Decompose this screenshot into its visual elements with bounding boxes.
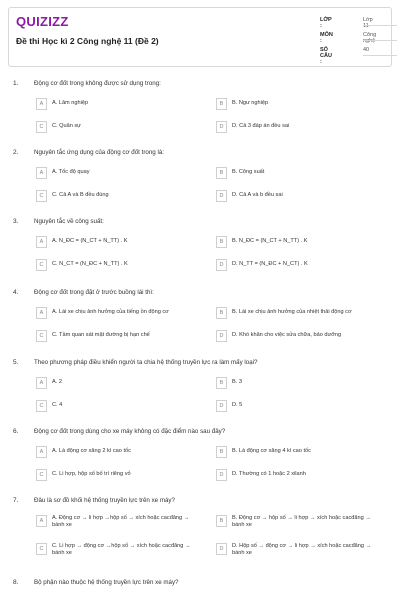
option-text: D. Thường có 1 hoặc 2 xilanh bbox=[232, 471, 306, 477]
option-a[interactable] bbox=[36, 377, 201, 390]
option-letter-box: A bbox=[36, 167, 47, 179]
option-letter-box: B bbox=[216, 167, 227, 179]
option-text: B. Là động cơ xăng 4 kì cao tốc bbox=[232, 448, 311, 454]
option-text: B. Động cơ → hộp số → li hợp → xích hoặc cacđăng → bánh xe bbox=[232, 515, 371, 528]
option-letter-box: B bbox=[216, 236, 227, 248]
option-text: A. N_ĐC = (N_CT + N_TT) . K bbox=[52, 238, 128, 244]
option-letter-box: B bbox=[216, 446, 227, 458]
option-c[interactable] bbox=[36, 121, 201, 134]
option-b[interactable] bbox=[216, 98, 381, 111]
option-b[interactable] bbox=[216, 307, 381, 320]
question-text: Nguyên tắc ứng dụng của động cơ đốt trong là: bbox=[34, 149, 164, 156]
option-letter-box: C bbox=[36, 400, 47, 412]
option-letter-box: B bbox=[216, 98, 227, 110]
option-letter-box: B bbox=[216, 307, 227, 319]
option-d[interactable] bbox=[216, 330, 381, 343]
option-letter-box: C bbox=[36, 469, 47, 481]
option-letter-box: D bbox=[216, 190, 227, 202]
option-b[interactable] bbox=[216, 446, 381, 459]
option-d[interactable] bbox=[216, 543, 381, 556]
option-letter-box: A bbox=[36, 377, 47, 389]
option-letter-box: D bbox=[216, 259, 227, 271]
option-text: A. Lái xe chịu ảnh hưởng của tiếng ồn động cơ bbox=[52, 309, 169, 315]
option-letter-box: D bbox=[216, 121, 227, 133]
option-text: D. N_TT = (N_ĐC + N_CT) . K bbox=[232, 261, 308, 267]
option-text: B. Ngư nghiệp bbox=[232, 100, 269, 106]
option-text: A. Động cơ → li hợp →hộp số → xích hoặc cacđăng → bánh xe bbox=[52, 515, 190, 528]
question-number: 8. bbox=[13, 579, 19, 586]
option-letter-box: D bbox=[216, 400, 227, 412]
option-text: B. Lái xe chịu ảnh hưởng của nhiệt thải động cơ bbox=[232, 309, 352, 315]
option-c[interactable] bbox=[36, 190, 201, 203]
option-text: A. 2 bbox=[52, 379, 62, 385]
option-letter-box: A bbox=[36, 515, 47, 527]
question-number: 4. bbox=[13, 289, 19, 296]
option-text: D. Cả 3 đáp án đều sai bbox=[232, 123, 290, 129]
option-letter-box: B bbox=[216, 515, 227, 527]
option-letter-box: A bbox=[36, 307, 47, 319]
question-number: 2. bbox=[13, 149, 19, 156]
option-b[interactable] bbox=[216, 515, 381, 528]
option-text: C. Quân sự bbox=[52, 123, 81, 129]
option-a[interactable] bbox=[36, 167, 201, 180]
option-text: A. Là động cơ xăng 2 kì cao tốc bbox=[52, 448, 131, 454]
question-text: Theo phương pháp điều khiển người ta chia hệ thống truyền lực ra làm mấy loại? bbox=[34, 359, 258, 366]
option-c[interactable] bbox=[36, 259, 201, 272]
option-letter-box: D bbox=[216, 330, 227, 342]
option-text: C. Cả A và B đều đúng bbox=[52, 192, 109, 198]
option-letter-box: A bbox=[36, 446, 47, 458]
option-letter-box: A bbox=[36, 236, 47, 248]
header-card: QUIZIZZ Đề thi Học kì 2 Công nghệ 11 (Đề 2) LỚP : Lớp 11 MÔN : Công nghệ SỐ CÂU : 40 bbox=[8, 7, 392, 67]
question-text: Động cơ đốt trong dùng cho xe máy không có đặc điểm nào sau đây? bbox=[34, 428, 226, 435]
option-a[interactable] bbox=[36, 446, 201, 459]
option-letter-box: C bbox=[36, 190, 47, 202]
question-number: 3. bbox=[13, 218, 19, 225]
option-letter-box: A bbox=[36, 98, 47, 110]
question-number: 1. bbox=[13, 80, 19, 87]
question-text: Đâu là sơ đồ khối hệ thống truyền lực trên xe máy? bbox=[34, 497, 175, 504]
option-text: D. Cả A và b đều sai bbox=[232, 192, 283, 198]
option-a[interactable] bbox=[36, 307, 201, 320]
option-text: A. Tốc độ quay bbox=[52, 169, 90, 175]
option-text: B. N_ĐC = (N_CT + N_TT) . K bbox=[232, 238, 308, 244]
option-text: D. Hộp số → động cơ → li hợp → xích hoặc cacđăng → bánh xe bbox=[232, 543, 372, 556]
option-d[interactable] bbox=[216, 121, 381, 134]
option-text: D. Khó khăn cho việc sửa chữa, bảo dưỡng bbox=[232, 332, 342, 338]
option-d[interactable] bbox=[216, 400, 381, 413]
option-b[interactable] bbox=[216, 236, 381, 249]
option-d[interactable] bbox=[216, 469, 381, 482]
option-text: C. Li hợp → động cơ →hộp số → xích hoặc cacđăng → bánh xe bbox=[52, 543, 191, 556]
question-text: Động cơ đốt trong đặt ở trước buồng lái thì: bbox=[34, 289, 154, 296]
option-text: C. Li hợp, hộp số bố trí riêng vỏ bbox=[52, 471, 131, 477]
option-d[interactable] bbox=[216, 259, 381, 272]
option-letter-box: D bbox=[216, 469, 227, 481]
question-text: Động cơ đốt trong không được sử dụng trong: bbox=[34, 80, 161, 87]
option-c[interactable] bbox=[36, 330, 201, 343]
option-letter-box: B bbox=[216, 377, 227, 389]
question-number: 5. bbox=[13, 359, 19, 366]
option-b[interactable] bbox=[216, 377, 381, 390]
page-title: Đề thi Học kì 2 Công nghệ 11 (Đề 2) bbox=[16, 36, 159, 46]
question-text: Bộ phận nào thuộc hệ thống truyền lực trên xe máy? bbox=[34, 579, 179, 586]
option-letter-box: C bbox=[36, 121, 47, 133]
option-c[interactable] bbox=[36, 543, 201, 556]
option-a[interactable] bbox=[36, 98, 201, 111]
option-c[interactable] bbox=[36, 469, 201, 482]
option-a[interactable] bbox=[36, 236, 201, 249]
question-number: 7. bbox=[13, 497, 19, 504]
question-text: Nguyên tắc về công suất: bbox=[34, 218, 104, 225]
question-number: 6. bbox=[13, 428, 19, 435]
option-text: B. Công suất bbox=[232, 169, 265, 175]
option-text: B. 3 bbox=[232, 379, 242, 385]
option-text: C. 4 bbox=[52, 402, 63, 408]
quizizz-logo: QUIZIZZ bbox=[16, 14, 69, 29]
option-text: A. Lâm nghiệp bbox=[52, 100, 89, 106]
option-letter-box: C bbox=[36, 330, 47, 342]
option-text: C. N_CT = (N_ĐC + N_TT) . K bbox=[52, 261, 128, 267]
option-c[interactable] bbox=[36, 400, 201, 413]
option-text: D. 5 bbox=[232, 402, 243, 408]
option-a[interactable] bbox=[36, 515, 201, 528]
option-letter-box: C bbox=[36, 543, 47, 555]
option-letter-box: D bbox=[216, 543, 227, 555]
option-b[interactable] bbox=[216, 167, 381, 180]
option-d[interactable] bbox=[216, 190, 381, 203]
option-text: C. Tầm quan sát mặt đường bị hạn chế bbox=[52, 332, 150, 338]
option-letter-box: C bbox=[36, 259, 47, 271]
